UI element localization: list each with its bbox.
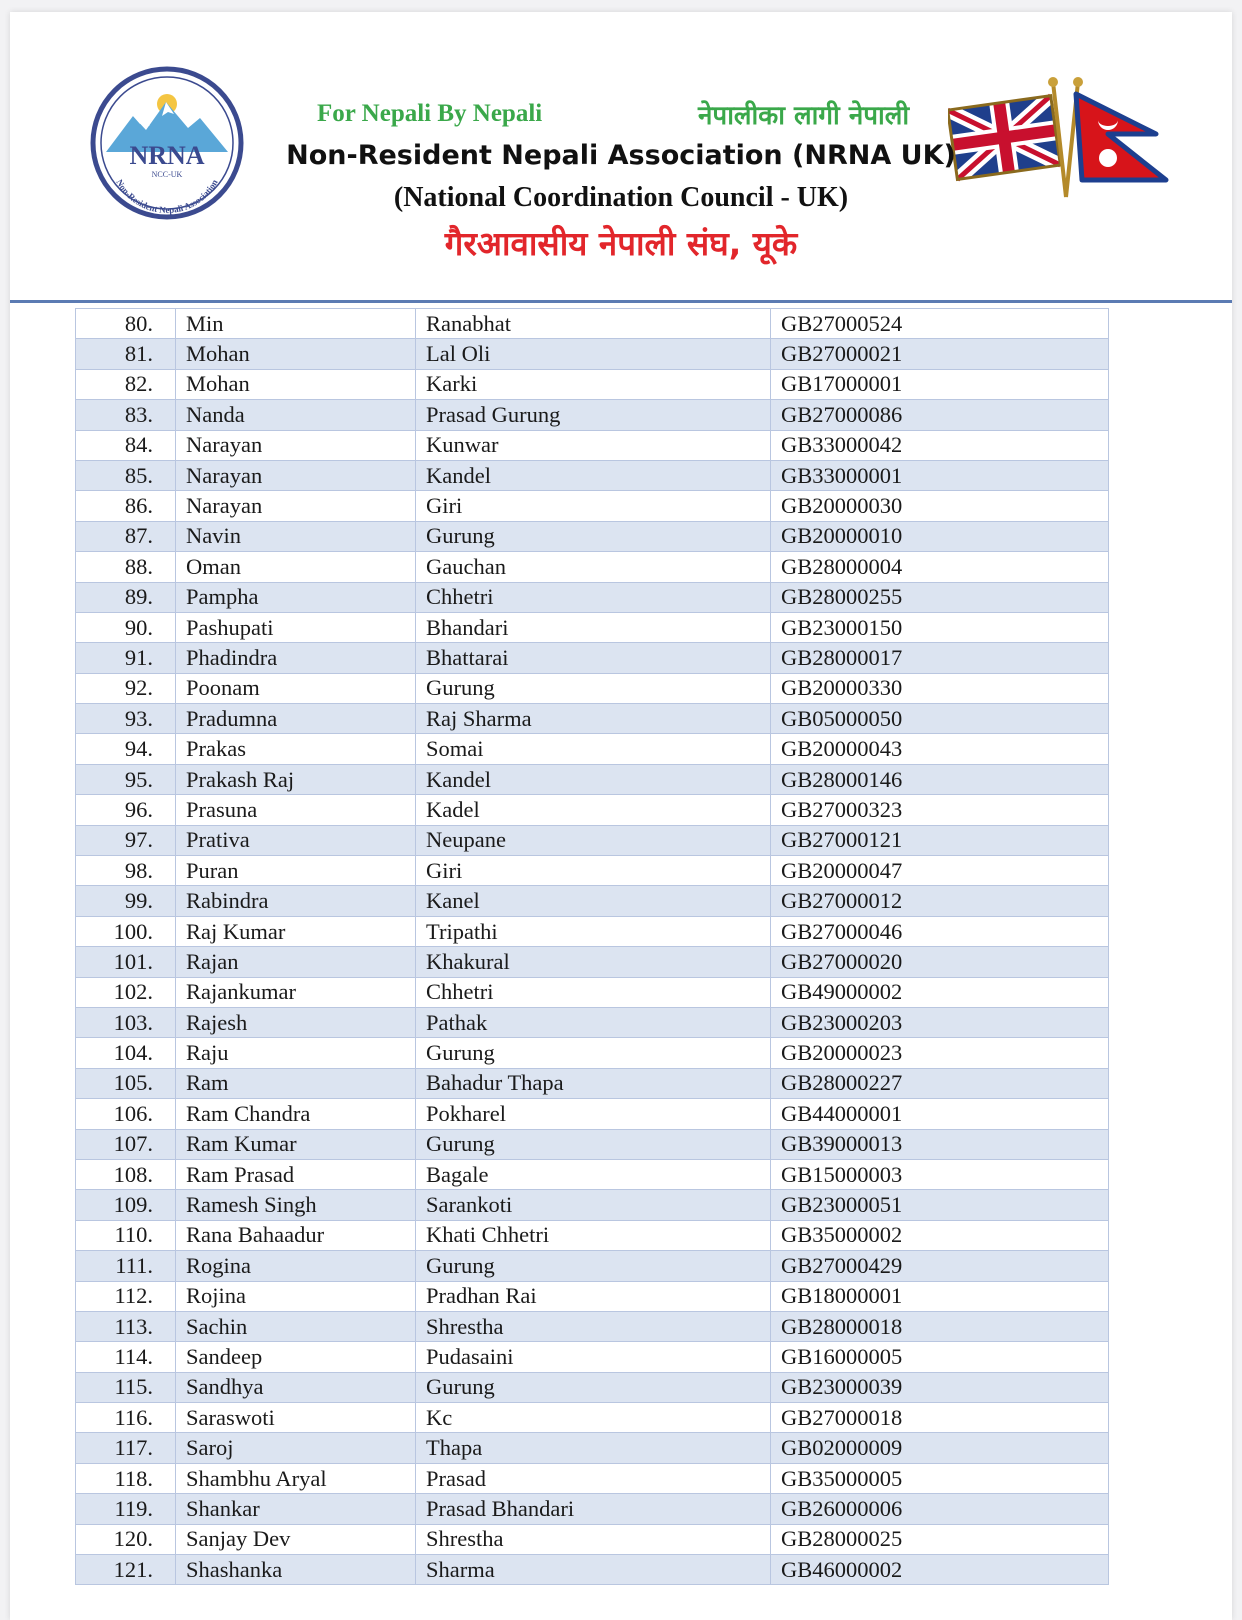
table-row xyxy=(76,825,1109,855)
membership-id-cell: GB28000255 xyxy=(771,582,1109,612)
row-number: 103. xyxy=(76,1007,176,1037)
membership-id-cell: GB20000030 xyxy=(771,491,1109,521)
first-name-cell: Ram xyxy=(176,1068,416,1098)
last-name-cell: Gurung xyxy=(416,673,771,703)
membership-id-cell: GB27000429 xyxy=(771,1251,1109,1281)
row-number: 97. xyxy=(76,825,176,855)
row-number: 109. xyxy=(76,1190,176,1220)
membership-id-cell: GB28000017 xyxy=(771,643,1109,673)
membership-id-cell: GB05000050 xyxy=(771,704,1109,734)
row-number: 114. xyxy=(76,1342,176,1372)
row-number: 115. xyxy=(76,1372,176,1402)
table-row xyxy=(76,582,1109,612)
row-number: 86. xyxy=(76,491,176,521)
last-name-cell: Gurung xyxy=(416,1129,771,1159)
membership-id-cell: GB28000004 xyxy=(771,552,1109,582)
table-row xyxy=(76,521,1109,551)
membership-id-cell: GB20000043 xyxy=(771,734,1109,764)
logo-subtext: NCC-UK xyxy=(151,170,183,179)
table-row xyxy=(76,491,1109,521)
last-name-cell: Bhandari xyxy=(416,612,771,642)
last-name-cell: Giri xyxy=(416,491,771,521)
row-number: 108. xyxy=(76,1159,176,1189)
membership-id-cell: GB27000086 xyxy=(771,400,1109,430)
last-name-cell: Shrestha xyxy=(416,1311,771,1341)
membership-id-cell: GB46000002 xyxy=(771,1555,1109,1585)
first-name-cell: Ram Prasad xyxy=(176,1159,416,1189)
table-row xyxy=(76,1099,1109,1129)
row-number: 98. xyxy=(76,856,176,886)
table-row xyxy=(76,977,1109,1007)
row-number: 102. xyxy=(76,977,176,1007)
membership-id-cell: GB23000051 xyxy=(771,1190,1109,1220)
organization-title-nepali: गैरआवासीय नेपाली संघ, यूके xyxy=(444,224,798,263)
first-name-cell: Narayan xyxy=(176,491,416,521)
table-row xyxy=(76,400,1109,430)
row-number: 110. xyxy=(76,1220,176,1250)
table-row xyxy=(76,856,1109,886)
table-row xyxy=(76,1311,1109,1341)
membership-id-cell: GB28000227 xyxy=(771,1068,1109,1098)
membership-id-cell: GB02000009 xyxy=(771,1433,1109,1463)
row-number: 118. xyxy=(76,1463,176,1493)
membership-id-cell: GB20000010 xyxy=(771,521,1109,551)
membership-id-cell: GB27000012 xyxy=(771,886,1109,916)
membership-id-cell: GB35000005 xyxy=(771,1463,1109,1493)
first-name-cell: Mohan xyxy=(176,339,416,369)
first-name-cell: Shankar xyxy=(176,1494,416,1524)
first-name-cell: Mohan xyxy=(176,369,416,399)
row-number: 100. xyxy=(76,916,176,946)
table-row xyxy=(76,916,1109,946)
last-name-cell: Giri xyxy=(416,856,771,886)
first-name-cell: Pampha xyxy=(176,582,416,612)
first-name-cell: Narayan xyxy=(176,430,416,460)
first-name-cell: Prakas xyxy=(176,734,416,764)
last-name-cell: Gauchan xyxy=(416,552,771,582)
table-row xyxy=(76,612,1109,642)
tagline-english: For Nepali By Nepali xyxy=(317,100,543,127)
membership-id-cell: GB20000330 xyxy=(771,673,1109,703)
table-row xyxy=(76,643,1109,673)
first-name-cell: Pradumna xyxy=(176,704,416,734)
last-name-cell: Prasad Bhandari xyxy=(416,1494,771,1524)
table-row xyxy=(76,947,1109,977)
membership-id-cell: GB33000001 xyxy=(771,460,1109,490)
table-row xyxy=(76,886,1109,916)
membership-id-cell: GB23000150 xyxy=(771,612,1109,642)
last-name-cell: Gurung xyxy=(416,1251,771,1281)
membership-id-cell: GB39000013 xyxy=(771,1129,1109,1159)
last-name-cell: Kanel xyxy=(416,886,771,916)
table-row xyxy=(76,460,1109,490)
table-row xyxy=(76,1220,1109,1250)
table-row xyxy=(76,764,1109,794)
header-divider xyxy=(10,300,1232,303)
row-number: 120. xyxy=(76,1524,176,1554)
table-row xyxy=(76,1068,1109,1098)
last-name-cell: Prasad Gurung xyxy=(416,400,771,430)
first-name-cell: Min xyxy=(176,309,416,339)
first-name-cell: Rabindra xyxy=(176,886,416,916)
row-number: 96. xyxy=(76,795,176,825)
first-name-cell: Raj Kumar xyxy=(176,916,416,946)
last-name-cell: Shrestha xyxy=(416,1524,771,1554)
logo-ring-text: Non-Resident Nepali Association xyxy=(114,177,220,216)
membership-id-cell: GB27000524 xyxy=(771,309,1109,339)
last-name-cell: Sarankoti xyxy=(416,1190,771,1220)
last-name-cell: Raj Sharma xyxy=(416,704,771,734)
last-name-cell: Ranabhat xyxy=(416,309,771,339)
row-number: 81. xyxy=(76,339,176,369)
organization-title: Non-Resident Nepali Association (NRNA UK) xyxy=(286,140,956,171)
table-row xyxy=(76,1251,1109,1281)
letterhead xyxy=(10,12,1232,302)
first-name-cell: Nanda xyxy=(176,400,416,430)
row-number: 101. xyxy=(76,947,176,977)
table-row xyxy=(76,339,1109,369)
row-number: 93. xyxy=(76,704,176,734)
row-number: 92. xyxy=(76,673,176,703)
table-row xyxy=(76,704,1109,734)
membership-id-cell: GB27000018 xyxy=(771,1403,1109,1433)
first-name-cell: Pashupati xyxy=(176,612,416,642)
first-name-cell: Rogina xyxy=(176,1251,416,1281)
table-row xyxy=(76,1463,1109,1493)
last-name-cell: Karki xyxy=(416,369,771,399)
table-row xyxy=(76,1372,1109,1402)
table-row xyxy=(76,1524,1109,1554)
logo-text: NRNA xyxy=(129,141,205,170)
first-name-cell: Poonam xyxy=(176,673,416,703)
first-name-cell: Phadindra xyxy=(176,643,416,673)
membership-id-cell: GB35000002 xyxy=(771,1220,1109,1250)
membership-id-cell: GB26000006 xyxy=(771,1494,1109,1524)
last-name-cell: Kc xyxy=(416,1403,771,1433)
document-page xyxy=(10,12,1232,1620)
row-number: 87. xyxy=(76,521,176,551)
first-name-cell: Sanjay Dev xyxy=(176,1524,416,1554)
row-number: 91. xyxy=(76,643,176,673)
membership-id-cell: GB28000018 xyxy=(771,1311,1109,1341)
last-name-cell: Kandel xyxy=(416,460,771,490)
tagline-nepali: नेपालीका लागी नेपाली xyxy=(698,101,910,131)
row-number: 94. xyxy=(76,734,176,764)
membership-id-cell: GB20000023 xyxy=(771,1038,1109,1068)
last-name-cell: Pradhan Rai xyxy=(416,1281,771,1311)
table-row xyxy=(76,1342,1109,1372)
membership-id-cell: GB20000047 xyxy=(771,856,1109,886)
first-name-cell: Ram Chandra xyxy=(176,1099,416,1129)
membership-id-cell: GB17000001 xyxy=(771,369,1109,399)
first-name-cell: Saraswoti xyxy=(176,1403,416,1433)
last-name-cell: Kadel xyxy=(416,795,771,825)
last-name-cell: Thapa xyxy=(416,1433,771,1463)
membership-id-cell: GB28000146 xyxy=(771,764,1109,794)
membership-id-cell: GB44000001 xyxy=(771,1099,1109,1129)
row-number: 119. xyxy=(76,1494,176,1524)
membership-id-cell: GB33000042 xyxy=(771,430,1109,460)
first-name-cell: Narayan xyxy=(176,460,416,490)
membership-id-cell: GB27000323 xyxy=(771,795,1109,825)
last-name-cell: Chhetri xyxy=(416,582,771,612)
table-row xyxy=(76,734,1109,764)
row-number: 121. xyxy=(76,1555,176,1585)
membership-id-cell: GB18000001 xyxy=(771,1281,1109,1311)
table-row xyxy=(76,1038,1109,1068)
membership-id-cell: GB27000121 xyxy=(771,825,1109,855)
table-row xyxy=(76,1129,1109,1159)
last-name-cell: Bhattarai xyxy=(416,643,771,673)
first-name-cell: Prasuna xyxy=(176,795,416,825)
first-name-cell: Ramesh Singh xyxy=(176,1190,416,1220)
last-name-cell: Pokharel xyxy=(416,1099,771,1129)
table-row xyxy=(76,1494,1109,1524)
table-row xyxy=(76,1403,1109,1433)
row-number: 84. xyxy=(76,430,176,460)
row-number: 80. xyxy=(76,309,176,339)
first-name-cell: Navin xyxy=(176,521,416,551)
last-name-cell: Gurung xyxy=(416,1372,771,1402)
membership-id-cell: GB23000039 xyxy=(771,1372,1109,1402)
membership-id-cell: GB27000020 xyxy=(771,947,1109,977)
row-number: 117. xyxy=(76,1433,176,1463)
table-row xyxy=(76,309,1109,339)
row-number: 105. xyxy=(76,1068,176,1098)
row-number: 83. xyxy=(76,400,176,430)
first-name-cell: Oman xyxy=(176,552,416,582)
last-name-cell: Chhetri xyxy=(416,977,771,1007)
membership-id-cell: GB27000021 xyxy=(771,339,1109,369)
table-row xyxy=(76,1281,1109,1311)
membership-id-cell: GB49000002 xyxy=(771,977,1109,1007)
first-name-cell: Prativa xyxy=(176,825,416,855)
first-name-cell: Rajan xyxy=(176,947,416,977)
first-name-cell: Rajesh xyxy=(176,1007,416,1037)
first-name-cell: Prakash Raj xyxy=(176,764,416,794)
first-name-cell: Sandhya xyxy=(176,1372,416,1402)
first-name-cell: Puran xyxy=(176,856,416,886)
first-name-cell: Ram Kumar xyxy=(176,1129,416,1159)
last-name-cell: Pathak xyxy=(416,1007,771,1037)
last-name-cell: Bagale xyxy=(416,1159,771,1189)
row-number: 88. xyxy=(76,552,176,582)
last-name-cell: Khakural xyxy=(416,947,771,977)
membership-id-cell: GB16000005 xyxy=(771,1342,1109,1372)
organization-subtitle: (National Coordination Council - UK) xyxy=(393,182,849,213)
last-name-cell: Tripathi xyxy=(416,916,771,946)
first-name-cell: Rojina xyxy=(176,1281,416,1311)
table-row xyxy=(76,1007,1109,1037)
last-name-cell: Kunwar xyxy=(416,430,771,460)
membership-id-cell: GB23000203 xyxy=(771,1007,1109,1037)
first-name-cell: Sandeep xyxy=(176,1342,416,1372)
table-row xyxy=(76,430,1109,460)
row-number: 107. xyxy=(76,1129,176,1159)
member-table xyxy=(75,308,1108,1585)
row-number: 112. xyxy=(76,1281,176,1311)
membership-id-cell: GB15000003 xyxy=(771,1159,1109,1189)
row-number: 82. xyxy=(76,369,176,399)
last-name-cell: Kandel xyxy=(416,764,771,794)
last-name-cell: Neupane xyxy=(416,825,771,855)
table-row xyxy=(76,673,1109,703)
table-row xyxy=(76,795,1109,825)
first-name-cell: Shashanka xyxy=(176,1555,416,1585)
last-name-cell: Khati Chhetri xyxy=(416,1220,771,1250)
table-row xyxy=(76,552,1109,582)
row-number: 95. xyxy=(76,764,176,794)
row-number: 99. xyxy=(76,886,176,916)
member-table-body xyxy=(76,309,1109,1585)
last-name-cell: Gurung xyxy=(416,1038,771,1068)
first-name-cell: Sachin xyxy=(176,1311,416,1341)
row-number: 85. xyxy=(76,460,176,490)
first-name-cell: Rajankumar xyxy=(176,977,416,1007)
row-number: 106. xyxy=(76,1099,176,1129)
row-number: 111. xyxy=(76,1251,176,1281)
membership-id-cell: GB28000025 xyxy=(771,1524,1109,1554)
table-row xyxy=(76,1555,1109,1585)
row-number: 116. xyxy=(76,1403,176,1433)
membership-id-cell: GB27000046 xyxy=(771,916,1109,946)
first-name-cell: Rana Bahaadur xyxy=(176,1220,416,1250)
last-name-cell: Somai xyxy=(416,734,771,764)
table-row xyxy=(76,1159,1109,1189)
last-name-cell: Lal Oli xyxy=(416,339,771,369)
first-name-cell: Saroj xyxy=(176,1433,416,1463)
row-number: 90. xyxy=(76,612,176,642)
table-row xyxy=(76,1433,1109,1463)
last-name-cell: Gurung xyxy=(416,521,771,551)
last-name-cell: Pudasaini xyxy=(416,1342,771,1372)
row-number: 104. xyxy=(76,1038,176,1068)
last-name-cell: Sharma xyxy=(416,1555,771,1585)
table-row xyxy=(76,1190,1109,1220)
last-name-cell: Prasad xyxy=(416,1463,771,1493)
row-number: 113. xyxy=(76,1311,176,1341)
table-row xyxy=(76,369,1109,399)
last-name-cell: Bahadur Thapa xyxy=(416,1068,771,1098)
row-number: 89. xyxy=(76,582,176,612)
first-name-cell: Raju xyxy=(176,1038,416,1068)
first-name-cell: Shambhu Aryal xyxy=(176,1463,416,1493)
